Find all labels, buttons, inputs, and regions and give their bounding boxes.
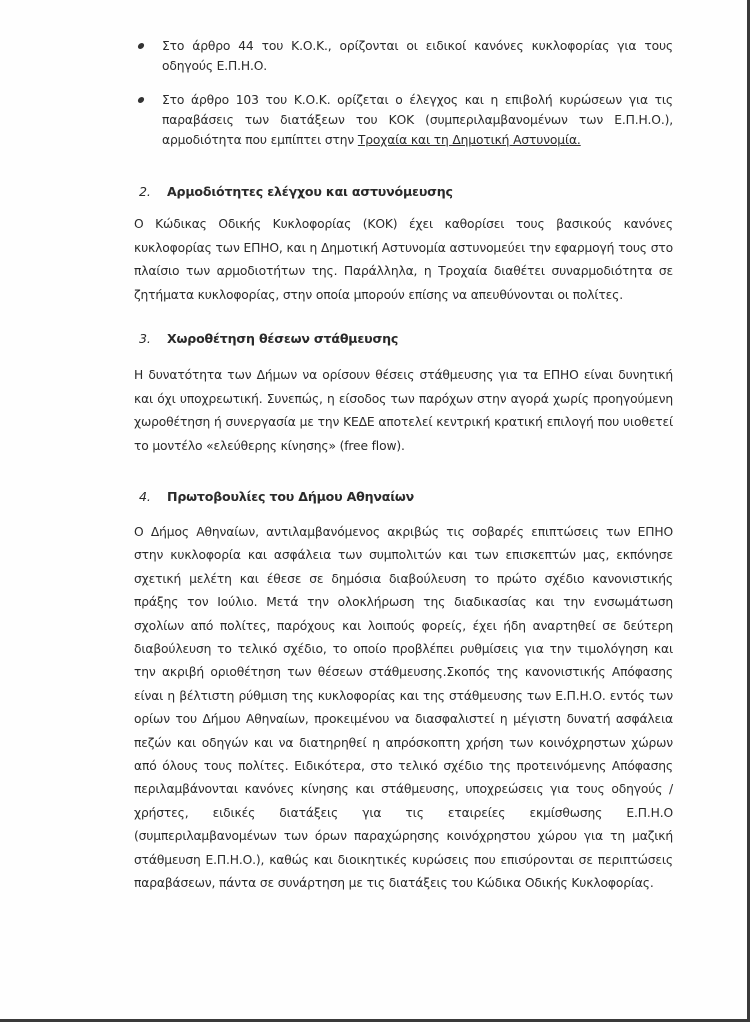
bullet-item-article-103 bbox=[134, 90, 673, 150]
bullet-list bbox=[134, 36, 673, 150]
section-title: Πρωτοβουλίες του Δήμου Αθηναίων bbox=[167, 489, 415, 504]
section-paragraph: Ο Κώδικας Οδικής Κυκλοφορίας (ΚΟΚ) έχει καθορίσει τους βασικούς κανόνες κυκλοφορίας των ΕΠΗΟ, και η Δημοτική Αστυνομία αστυνομεύει την εφαρμογή τους στο πλαίσιο των αρμοδιοτήτων της. Παράλληλα, η Τροχαία διαθέτει συναρμοδιότητα σε ζητήματα κυκλοφορίας, στην οποία μπορούν επίσης να απευθύνονται οι πολίτες. bbox=[134, 217, 673, 302]
section-paragraph: Η δυνατότητα των Δήμων να ορίσουν θέσεις στάθμευσης για τα ΕΠΗΟ είναι δυνητική και όχι υποχρεωτική. Συνεπώς, η είσοδος των παρόχων στην αγορά χωρίς προηγούμενη χωροθέτηση ή συνεργασία με την ΚΕΔΕ αποτελεί κεντρική κρατική επιλογή που υιοθετεί το μοντέλο «ελεύθερης κίνησης» (free flow). bbox=[134, 368, 673, 453]
section-number: 3. bbox=[139, 331, 151, 346]
section-athens-initiatives bbox=[134, 488, 673, 896]
underlined-text: Τροχαία και τη Δημοτική Αστυνομία. bbox=[357, 133, 581, 147]
section-enforcement bbox=[134, 183, 673, 307]
section-title: Χωροθέτηση θέσεων στάθμευσης bbox=[167, 331, 399, 346]
bullet-item-article-44 bbox=[134, 36, 673, 76]
bullet-text: Στο άρθρο 44 του Κ.Ο.Κ., ορίζονται οι ειδικοί κανόνες κυκλοφορίας για τους οδηγούς Ε.Π.Η.Ο. bbox=[162, 39, 673, 73]
section-title: Αρμοδιότητες ελέγχου και αστυνόμευσης bbox=[167, 184, 453, 199]
section-heading bbox=[134, 488, 673, 506]
section-number: 2. bbox=[139, 184, 151, 199]
bullet-icon bbox=[137, 43, 145, 49]
section-parking-zoning bbox=[134, 330, 673, 458]
section-number: 4. bbox=[139, 489, 151, 504]
bullet-icon bbox=[137, 97, 145, 103]
section-paragraph: Ο Δήμος Αθηναίων, αντιλαμβανόμενος ακριβώς τις σοβαρές επιπτώσεις των ΕΠΗΟ στην κυκλοφορία και ασφάλεια των συμπολιτών και των επισκεπτών μας, εκπόνησε σχετική μελέτη και έθεσε σε δημόσια διαβούλευση το πρώτο σχέδιο κανονιστικής πράξης τον Ιούλιο. Μετά την ολοκλήρωση της διαδικασίας και την ενσωμάτωση σχολίων από πολίτες, παρόχους και λοιπούς φορείς, έχει ήδη αναρτηθεί σε δεύτερη διαβούλευση το τελικό σχέδιο, το οποίο προβλέπει ρυθμίσεις για την τιμολόγηση και την ακριβή οριοθέτηση των θέσεων στάθμευσης.Σκοπός της κανονιστικής Απόφασης είναι η βέλτιστη ρύθμιση της κυκλοφορίας και της στάθμευσης των Ε.Π.Η.Ο. εντός των ορίων του Δήμου Αθηναίων, προκειμένου να διασφαλιστεί η μέγιστη δυνατή ασφάλεια πεζών και οδηγών και να διατηρηθεί η απρόσκοπτη χρήση των κοινόχρηστων χώρων από όλους τους πολίτες. Ειδικότερα, στο τελικό σχέδιο της προτεινόμενης Απόφασης περιλαμβάνονται κανόνες κίνησης και στάθμευσης, υποχρεώσεις για τους οδηγούς / χρήστες, ειδικές διατάξεις για τις εταιρείες εκμίσθωσης Ε.Π.Η.Ο (συμπεριλαμβανομένων των όρων παραχώρησης κοινόχρηστου χώρου για τη μαζική στάθμευση Ε.Π.Η.Ο.), καθώς και διοικητικές κυρώσεις που επισύρονται σε περιπτώσεις παραβάσεων, πάντα σε συνάρτηση με τις διατάξεις του Κώδικα Οδικής Κυκλοφορίας. bbox=[134, 525, 673, 891]
bullet-text: Στο άρθρο 103 του Κ.Ο.Κ. ορίζεται ο έλεγχος και η επιβολή κυρώσεων για τις παραβάσεις των διατάξεων του ΚΟΚ (συμπεριλαμβανομένων των Ε.Π.Η.Ο.), αρμοδιότητα που εμπίπτει στην bbox=[162, 93, 673, 147]
document-content bbox=[134, 36, 673, 891]
section-heading bbox=[134, 183, 673, 201]
section-heading bbox=[134, 330, 673, 348]
